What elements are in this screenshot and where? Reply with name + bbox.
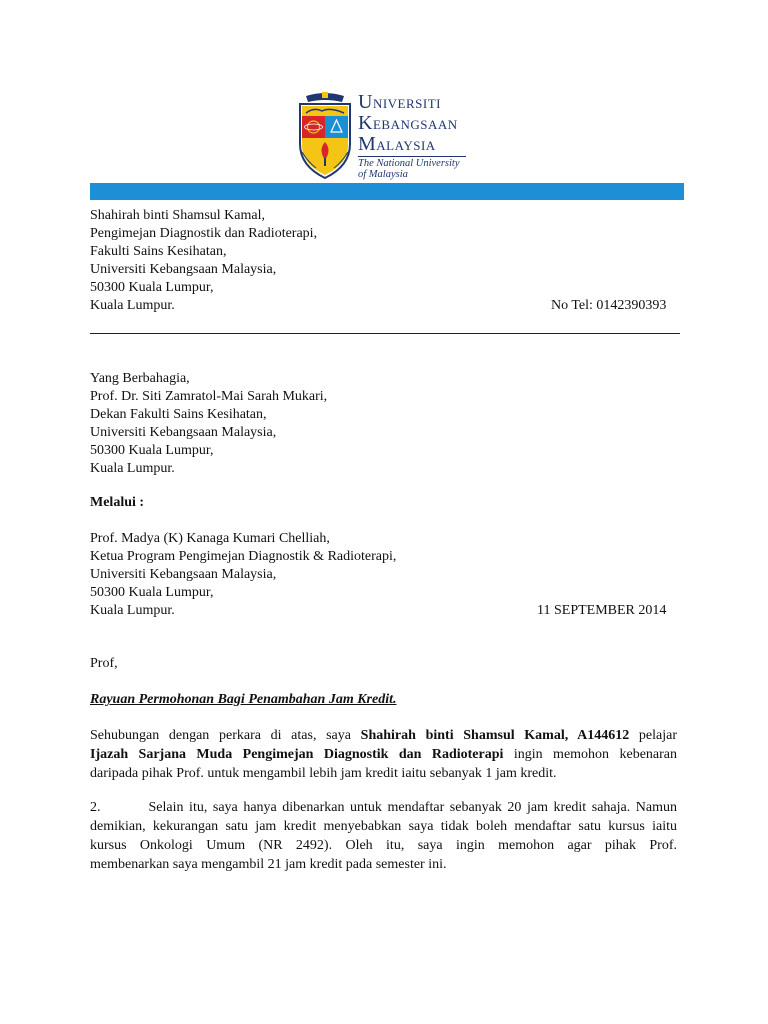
salutation: Prof, [90,656,118,671]
recipient-line: Prof. Dr. Siti Zamratol-Mai Sarah Mukari, [90,389,328,404]
university-logo [296,92,471,182]
sender-line: Kuala Lumpur. [90,298,175,313]
via-address [90,530,396,620]
paragraph-text: pelajar [638,728,677,743]
paragraph-2-line-3: kursus Onkologi Umum (NR 2492). Oleh itu, saya ingin memohon agar pihak Prof. [90,838,677,853]
via-line: Kuala Lumpur. [90,603,175,618]
via-line: Prof. Madya (K) Kanaga Kumari Chelliah, [90,531,330,546]
paragraph-text: ingin memohon kebenaran [513,747,677,762]
recipient-line: 50300 Kuala Lumpur, [90,443,214,458]
paragraph-text: Sehubungan dengan perkara di atas, saya [90,728,351,743]
paragraph-1-line-1 [90,726,677,745]
divider-line [90,333,680,334]
university-crest-icon [296,92,354,182]
sender-line: Universiti Kebangsaan Malaysia, [90,262,277,277]
recipient-line: Kuala Lumpur. [90,461,175,476]
paragraph-1-line-3: daripada pihak Prof. untuk mengambil lebih jam kredit iaitu sebanyak 1 jam kredit. [90,766,557,781]
letter-date: 11 SEPTEMBER 2014 [537,603,667,618]
degree-program: Ijazah Sarjana Muda Pengimejan Diagnostik dan Radioterapi [90,747,504,762]
recipient-line: Dekan Fakulti Sains Kesihatan, [90,407,267,422]
sender-line: Fakulti Sains Kesihatan, [90,244,227,259]
paragraph-2-line-2: demikian, kekurangan satu jam kredit menyebabkan saya tidak boleh mendaftar satu kursus iaitu [90,819,677,834]
paragraph-2-line-4: membenarkan saya mengambil 21 jam kredit pada semester ini. [90,857,447,872]
university-subtitle-line-1: The National University [358,158,460,169]
university-name-line-2: KEBANGSAAN [358,112,458,134]
university-name [358,92,458,155]
sender-address [90,207,317,315]
header-bar [90,183,684,200]
via-line: Ketua Program Pengimejan Diagnostik & Radioterapi, [90,549,397,564]
sender-line: Shahirah binti Shamsul Kamal, [90,208,265,223]
university-name-line-3: MALAYSIA [358,133,436,155]
paragraph-number: 2. [90,800,101,815]
sender-line: Pengimejan Diagnostik dan Radioterapi, [90,226,318,241]
via-line: 50300 Kuala Lumpur, [90,585,214,600]
via-label: Melalui : [90,495,145,510]
paragraph-2 [90,798,677,874]
sender-phone: No Tel: 0142390393 [551,298,667,313]
university-subtitle-line-2: of Malaysia [358,169,408,180]
student-name-id: Shahirah binti Shamsul Kamal, A144612 [360,728,630,743]
paragraph-2-line-1 [90,798,677,817]
recipient-address [90,370,327,478]
paragraph-1 [90,726,677,783]
university-name-line-1: UNIVERSITI [358,91,441,113]
paragraph-1-line-2 [90,745,677,764]
via-line: Universiti Kebangsaan Malaysia, [90,567,277,582]
paragraph-text: Selain itu, saya hanya dibenarkan untuk mendaftar sebanyak 20 jam kredit sahaja. Namun [148,800,677,815]
university-subtitle [358,156,466,180]
recipient-line: Universiti Kebangsaan Malaysia, [90,425,277,440]
sender-line: 50300 Kuala Lumpur, [90,280,214,295]
recipient-line: Yang Berbahagia, [90,371,190,386]
letter-subject: Rayuan Permohonan Bagi Penambahan Jam Kredit. [90,692,397,707]
